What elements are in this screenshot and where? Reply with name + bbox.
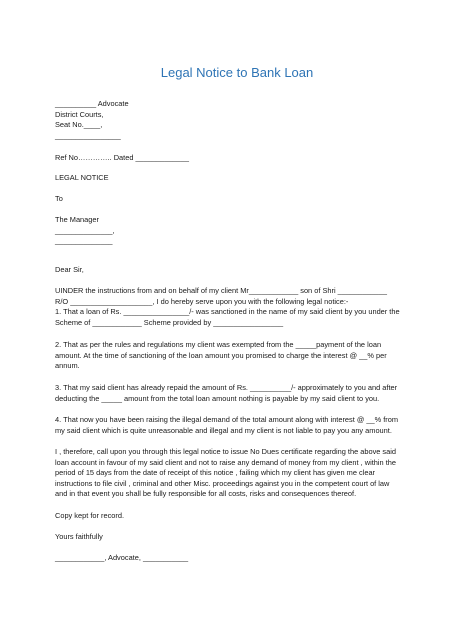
sender-line-4: ________________ xyxy=(55,130,121,140)
closing-paragraph xyxy=(55,447,435,500)
recipient-line-3: ______________ xyxy=(55,236,113,246)
recipient-line-2: ______________, xyxy=(55,225,115,235)
closing-line: instructions to file civil , criminal and other Misc. proceedings against you in the competent court of law xyxy=(55,478,390,488)
to-label: To xyxy=(55,194,63,203)
closing-line: and in that event you shall be fully responsible for all costs, risks and consequences thereof. xyxy=(55,489,357,499)
point-3-line: deducting the _____ amount from the total loan amount nothing is payable by my said client to you. xyxy=(55,393,380,403)
ref-line: Ref No………….. Dated _____________ xyxy=(55,153,189,162)
closing-line: loan account in favour of my said client and not to raise any demand of money from my client , within the xyxy=(55,457,396,467)
point-2-line: annum. xyxy=(55,361,80,371)
point-4-line: my said client which is quite unreasonable and illegal and my client is not liable to pay you any amount. xyxy=(55,425,392,435)
point-3-paragraph xyxy=(55,383,435,404)
recipient-line-1: The Manager xyxy=(55,215,99,224)
recipient-block xyxy=(55,215,435,247)
point-2-line: 2. That as per the rules and regulations my client was exempted from the _____payment of the loan xyxy=(55,340,382,349)
point-4-line: 4. That now you have been raising the illegal demand of the total amount along with interest @ __% from xyxy=(55,415,399,424)
closing-line: I , therefore, call upon you through this legal notice to issue No Dues certificate regarding the above said xyxy=(55,447,396,456)
intro-line: Scheme of ____________ Scheme provided by _________________ xyxy=(55,317,284,327)
point-4-paragraph xyxy=(55,415,435,436)
intro-line: R/O ____________________, I do hereby serve upon you with the following legal notice:- xyxy=(55,296,349,306)
sender-block xyxy=(55,99,435,141)
document-title: Legal Notice to Bank Loan xyxy=(160,65,314,80)
point-3-line: 3. That my said client has already repaid the amount of Rs. __________/- approximately to you and after xyxy=(55,383,398,392)
intro-paragraph xyxy=(55,286,435,328)
closing-line: period of 15 days from the date of receipt of this notice , failing which my client has given me clear xyxy=(55,468,376,478)
notice-heading: LEGAL NOTICE xyxy=(55,173,109,182)
sender-line-2: District Courts, xyxy=(55,109,104,119)
signature-line: ____________, Advocate, ___________ xyxy=(55,553,189,562)
copy-note: Copy kept for record. xyxy=(55,511,125,520)
intro-line: 1. That a loan of Rs. ________________/- was sanctioned in the name of my said client by you under the xyxy=(55,307,400,317)
point-2-paragraph xyxy=(55,340,435,372)
sender-line-1: __________ Advocate xyxy=(55,99,129,108)
salutation: Dear Sir, xyxy=(55,265,84,274)
sender-line-3: Seat No.____, xyxy=(55,120,103,130)
point-2-line: amount. At the time of sanctioning of the loan amount you promised to charge the interest @ __% per xyxy=(55,350,387,360)
intro-line: UINDER the instructions from and on behalf of my client Mr____________ son of Shri ____________ xyxy=(55,286,387,295)
sign-off: Yours faithfully xyxy=(55,532,103,541)
